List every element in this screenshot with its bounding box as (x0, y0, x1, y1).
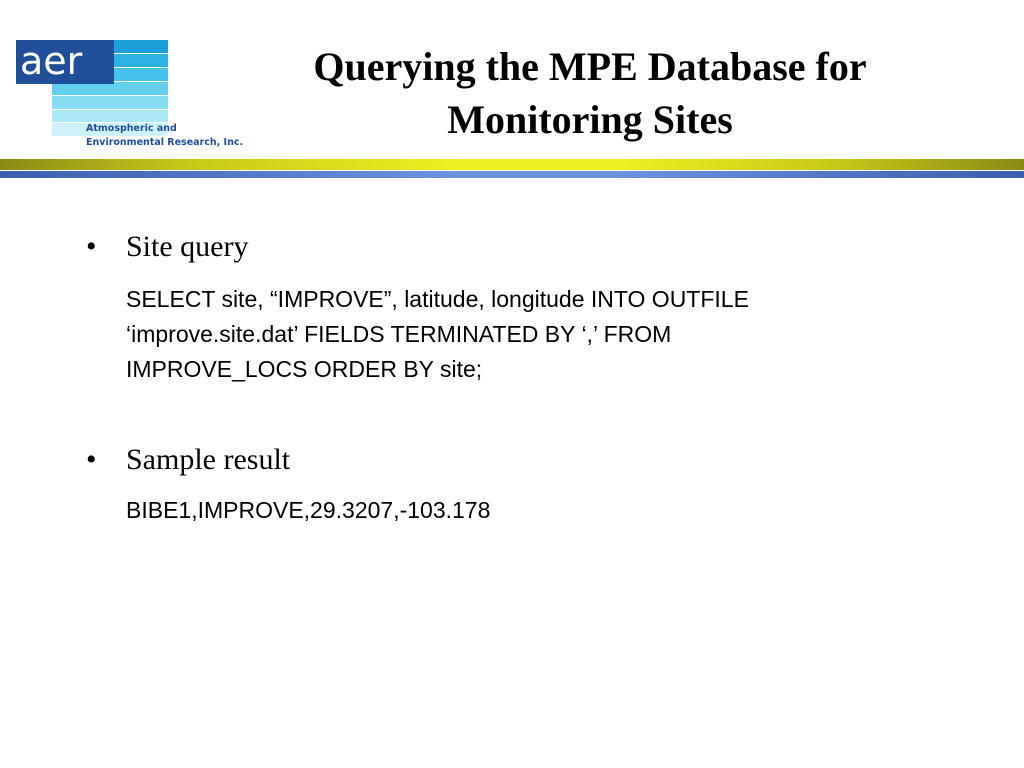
slide-title-line2: Monitoring Sites (447, 97, 733, 142)
bullet-dot-icon: • (86, 443, 97, 476)
title-divider-yellow (0, 159, 1024, 170)
bullet-label: Sample result (126, 443, 291, 476)
title-divider-blue (0, 171, 1024, 178)
code-line: BIBE1,IMPROVE,29.3207,-103.178 (126, 497, 491, 523)
code-line: IMPROVE_LOCS ORDER BY site; (126, 356, 483, 382)
bullet-site-query (86, 230, 926, 264)
bullet-label: Site query (126, 230, 249, 263)
logo-company-name (86, 122, 243, 150)
sql-query-block (126, 282, 926, 387)
logo-wordmark-box (16, 40, 114, 84)
slide-content (86, 230, 926, 528)
slide-title-line1: Querying the MPE Database for (313, 44, 867, 89)
logo-company-line1: Atmospheric and (86, 123, 177, 134)
sample-result-block (126, 493, 926, 528)
logo-company-line2: Environmental Research, Inc. (86, 137, 244, 148)
logo-wordmark: aer (20, 39, 83, 83)
code-line: SELECT site, “IMPROVE”, latitude, longitude INTO OUTFILE (126, 286, 749, 312)
bullet-sample-result (86, 443, 926, 477)
code-line: ‘improve.site.dat’ FIELDS TERMINATED BY ‘,’ FROM (126, 321, 672, 347)
slide-title (250, 40, 930, 146)
aer-logo (14, 38, 250, 154)
bullet-dot-icon: • (86, 230, 97, 263)
